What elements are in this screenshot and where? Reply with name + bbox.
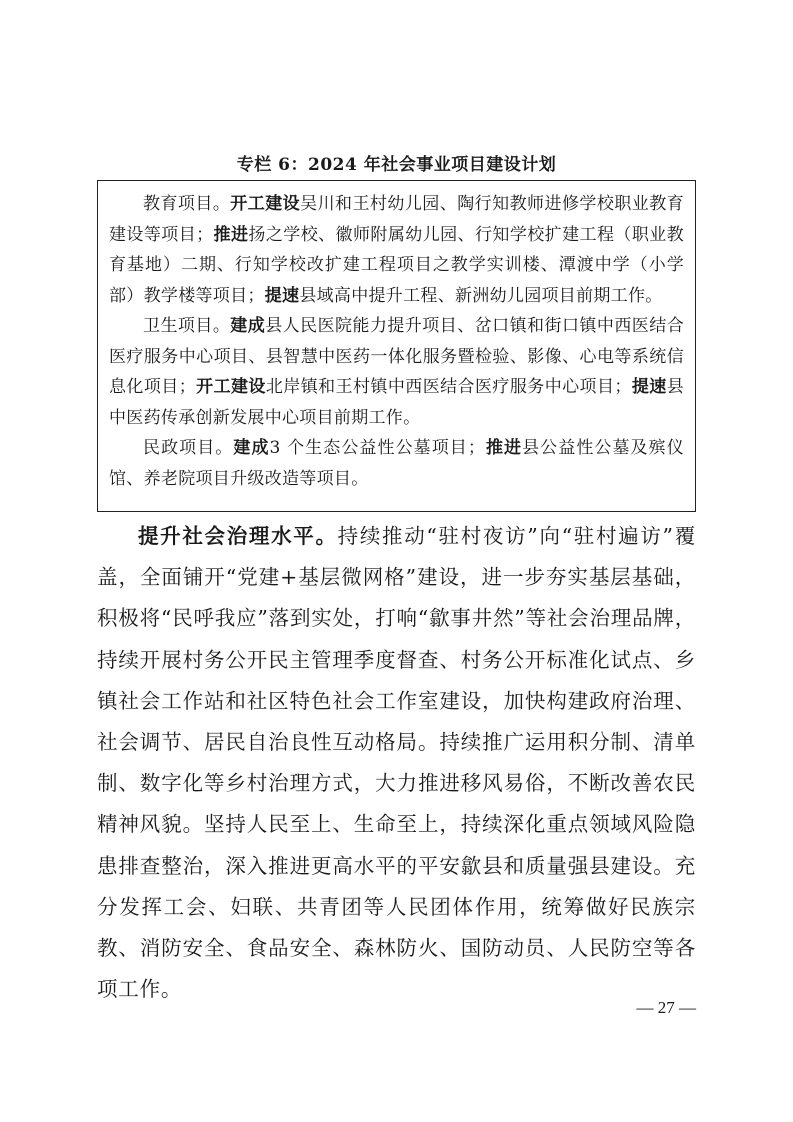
paragraph-text: 县人民医院能力提升项目、岔口镇和街口镇中西医结合医疗服务中心项目、县智慧中医药一体化服务暨检验、影像、心电等系统信息化项目； bbox=[109, 316, 684, 397]
column-title: 专栏 6：2024 年社会事业项目建设计划 bbox=[236, 155, 557, 175]
body-paragraph bbox=[97, 516, 696, 1010]
paragraph-heading: 卫生项目。 bbox=[143, 316, 231, 336]
paragraph-text: 扬之学校、徽师附属幼儿园、行知学校扩建工程（职业教育基地）二期、行知学校改扩建工程项目之教学实训楼、潭渡中学（小学部）教学楼等项目； bbox=[109, 224, 684, 306]
paragraph-text: 3 个生态公益性公墓项目； bbox=[269, 438, 486, 458]
paragraph-text: 县域高中提升工程、新洲幼儿园项目前期工作。 bbox=[299, 285, 663, 306]
action-keyword: 推进 bbox=[213, 224, 249, 245]
box-paragraph-civil bbox=[109, 433, 684, 494]
action-keyword: 推进 bbox=[485, 438, 523, 458]
action-keyword: 提速 bbox=[631, 377, 667, 397]
paragraph-text: 县公益性公墓及殡仪馆、养老院项目升级改造等项目。 bbox=[109, 438, 685, 489]
paragraph-text: 县中医药传承创新发展中心项目前期工作。 bbox=[109, 377, 684, 428]
action-keyword: 开工建设 bbox=[230, 194, 301, 214]
action-keyword: 建成 bbox=[230, 316, 266, 336]
action-keyword: 提速 bbox=[264, 285, 300, 306]
paragraph-heading: 民政项目。 bbox=[143, 438, 234, 458]
box-paragraph-health bbox=[109, 311, 684, 433]
page-number: — 27 — bbox=[636, 998, 696, 1017]
paragraph-text: 吴川和王村幼儿园、陶行知教师进修学校职业教育建设等项目； bbox=[109, 194, 684, 245]
paragraph-heading: 教育项目。 bbox=[143, 194, 231, 214]
action-keyword: 建成 bbox=[233, 438, 270, 458]
box-paragraph-education bbox=[109, 189, 684, 311]
body-heading: 提升社会治理水平。 bbox=[138, 524, 338, 548]
body-text: 持续推动“驻村夜访”向“驻村遍访”覆盖，全面铺开“党建+基层微网格”建设，进一步夯实基层基础，积极将“民呼我应”落到实处，打响“歙事井然”等社会治理品牌，持续开展村务公开民主管理季度督查、村务公开标准化试点、乡镇社会工作站和社区特色社会工作室建设，加快构建政府治理、社会调节、居民自治良性互动格局。持续推广运用积分制、清单制、数字化等乡村治理方式，大力推进移风易俗，不断改善农民精神风貌。坚持人民至上、生命至上，持续深化重点领域风险隐患排查整治，深入推进更高水平的平安歙县和质量强县建设。充分发挥工会、妇联、共青团等人民团体作用，统筹做好民族宗教、消防安全、食品安全、森林防火、国防动员、人民防空等各项工作。 bbox=[97, 524, 696, 1002]
project-box bbox=[97, 180, 696, 512]
action-keyword: 开工建设 bbox=[196, 377, 266, 397]
paragraph-text: 北岸镇和王村镇中西医结合医疗服务中心项目； bbox=[265, 377, 632, 397]
